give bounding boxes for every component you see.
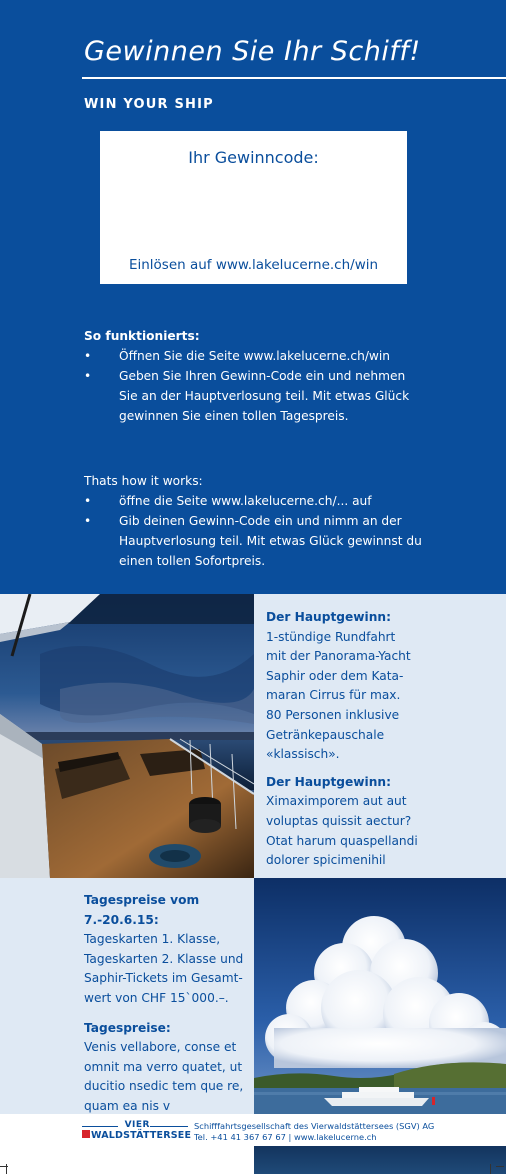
sgv-logo (82, 1120, 192, 1142)
photo-bleed (254, 1146, 506, 1174)
main-prize-text (266, 608, 418, 871)
yacht-deck-photo (0, 594, 254, 878)
main-prize-panel (254, 594, 506, 878)
text-line: voluptas quissit aectur? (266, 813, 412, 828)
daily-prize-panel (0, 878, 254, 1114)
right-margin (506, 0, 510, 1174)
text-line: 80 Personen inklusive (266, 707, 400, 722)
bullet-icon: • (84, 349, 92, 363)
win-code-box (100, 131, 407, 284)
text-line: Saphir oder dem Kata- (266, 668, 404, 683)
instructions-heading: So funktionierts: (84, 329, 200, 343)
text-line: dolorer spicimenihil (266, 853, 386, 868)
logo-text-top: VIER (124, 1120, 150, 1130)
company-contact[interactable]: Tel. +41 41 367 67 67 | www.lakelucerne.ch (194, 1132, 377, 1142)
bottom-bleed (0, 1146, 506, 1174)
swiss-flag-icon (82, 1130, 90, 1138)
text-line: ducitio nsedic tem que re, (84, 1079, 244, 1094)
daily-prize-text (84, 891, 254, 1117)
list-item: • Öffnen Sie die Seite www.lakelucerne.ch/win (84, 346, 424, 366)
crop-mark (0, 1166, 8, 1167)
crop-mark (496, 1166, 504, 1167)
main-prize-heading-2: Der Hauptgewinn: (266, 774, 391, 789)
instructions-heading: Thats how it works: (84, 474, 203, 488)
logo-rule (82, 1126, 118, 1127)
text-line: Ximaximporem aut aut (266, 794, 407, 809)
main-prize-heading: Der Hauptgewinn: (266, 610, 391, 624)
text-line: maran Cirrus für max. (266, 688, 401, 703)
text-line: wert von CHF 15`000.–. (84, 990, 229, 1005)
text-line: 1-stündige Rundfahrt (266, 629, 396, 644)
text-line: Tageskarten 2. Klasse und (84, 951, 244, 966)
instructions-german (84, 326, 424, 426)
bullet-icon: • (84, 494, 92, 508)
logo-rule (150, 1126, 188, 1127)
daily-prize-heading: Tagespreise vom 7.-20.6.15: (84, 893, 200, 927)
bullet-icon: • (84, 514, 92, 528)
lake-cloud-photo (254, 878, 506, 1114)
text-line: «klassisch». (266, 747, 340, 762)
page-subtitle: WIN YOUR SHIP (84, 97, 214, 112)
text-line: omnit ma verro quatet, ut (84, 1059, 243, 1074)
company-info (194, 1121, 434, 1143)
text-line: Saphir-Tickets im Gesamt- (84, 971, 243, 986)
text-line: Getränkepauschale (266, 727, 385, 742)
text-line: Venis vellabore, conse et (84, 1040, 237, 1055)
text-line: Otat harum quaspellandi (266, 833, 418, 848)
win-code-label: Ihr Gewinncode: (188, 148, 319, 167)
instructions-english (84, 471, 424, 571)
daily-prize-heading-2: Tagespreise: (84, 1020, 171, 1035)
text-line: quam ea nis v (84, 1098, 171, 1113)
title-divider (82, 77, 506, 79)
redeem-link[interactable]: Einlösen auf www.lakelucerne.ch/win (128, 257, 379, 273)
bullet-icon: • (84, 369, 92, 383)
list-item: • Gib deinen Gewinn-Code ein und nimm an der Hauptverlosung teil. Mit etwas Glück gewinnst du einen tollen Sofortpreis. (84, 511, 424, 571)
company-name: Schifffahrtsgesellschaft des Vierwaldstättersees (SGV) AG (194, 1121, 435, 1131)
page-title: Gewinnen Sie Ihr Schiff! (84, 36, 421, 67)
crop-mark (490, 1164, 491, 1174)
footer (0, 1114, 506, 1146)
text-line: Tageskarten 1. Klasse, (84, 932, 221, 947)
logo-text-bottom: WALDSTÄTTERSEE (82, 1130, 191, 1141)
text-line: mit der Panorama-Yacht (266, 649, 411, 664)
list-item: • öffne die Seite www.lakelucerne.ch/... auf (84, 491, 424, 511)
list-item: • Geben Sie Ihren Gewinn-Code ein und nehmen Sie an der Hauptverlosung teil. Mit etwas Glück gewinnen Sie einen tollen Tagespreis. (84, 366, 424, 426)
